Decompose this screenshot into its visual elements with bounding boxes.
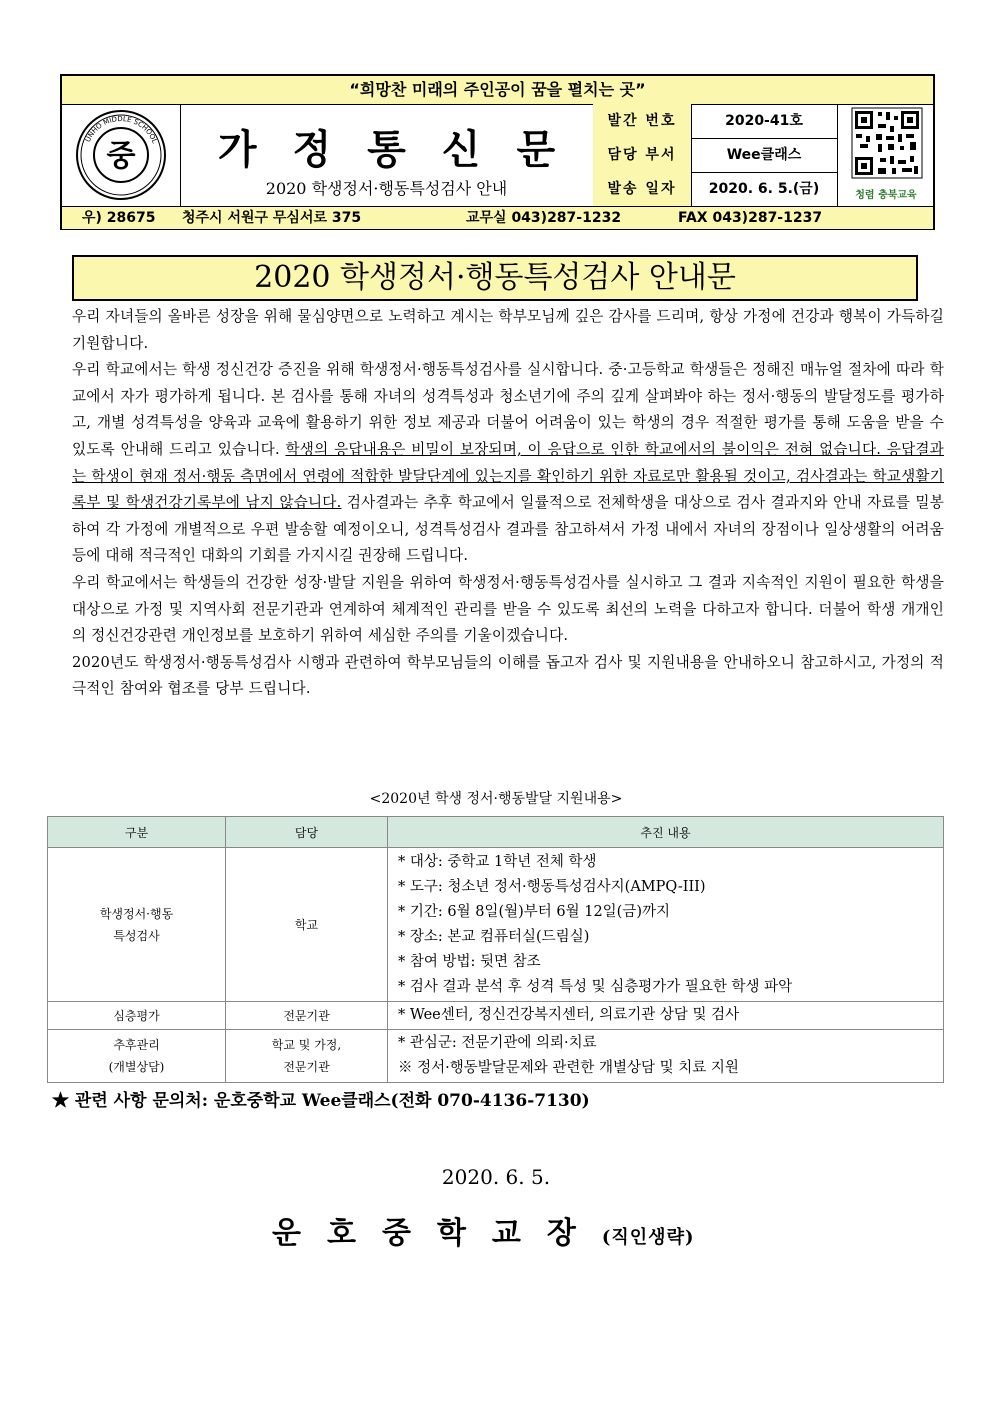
header-content: 추진 내용 xyxy=(388,817,944,848)
principal-title: 운호중학교장 xyxy=(272,1216,602,1251)
issue-meta xyxy=(593,104,837,206)
meta-key-date: 발송 일자 xyxy=(593,172,692,206)
letter-body xyxy=(72,304,944,703)
meta-value-dept: Wee클래스 xyxy=(726,147,802,163)
header-category: 구분 xyxy=(48,817,226,848)
row-item: ※ 정서·행동발달문제와 관련한 개별상담 및 치료 지원 xyxy=(398,1060,739,1076)
paragraph-greeting: 우리 자녀들의 올바른 성장을 위해 물심양면으로 노력하고 계시는 학부모님께 깊은 감사를 드리며, 항상 가정에 건강과 행복이 가득하길 기원합니다. xyxy=(72,308,944,352)
paragraph-purpose: 우리 학교에서는 학생 정신건강 증진을 위해 학생정서·행동특성검사를 실시합니다. 중·고등학교 학생들은 정해진 매뉴얼 절차에 따라 학교에서 자가 평가하게 됩니다. 본 검사를 통해 자녀의 성격특성과 청소년기에 주의 깊게 살펴봐야 하는 정서·행동의 발달정도를 평가하고, 개별 성격특성을 양육과 교육에 활용하기 위한 정보 제공과 더불어 어려움이 있는 학생의 경우 적절한 평가를 통해 도움을 받을 수 있도록 안내해 드리고 있습니다. 학생의 응답내용은 비밀이 보장되며, 이 응답으로 인한 학교에서의 불이익은 전혀 없습니다. 응답결과는 학생이 현재 정서·행동 측면에서 연령에 적합한 발달단계에 있는지를 확인하기 위한 자료로만 활용될 것이고, 검사결과는 학교생활기록부 및 학생건강기록부에 남지 않습니다. 검사결과는 추후 학교에서 일률적으로 전체학생을 대상으로 검사 결과지와 안내 자료를 밀봉하여 각 가정에 개별적으로 우편 발송할 예정이오니, 성격특성검사 결과를 참고하셔서 가정 내에서 자녀의 장점이나 일상생활의 어려움 등에 대해 적극적인 대화의 기회를 가지시길 권장해 드립니다. xyxy=(72,361,944,565)
address: 청주시 서원구 무심서로 375 xyxy=(182,210,362,226)
row-items xyxy=(388,1002,944,1030)
meta-key-issue: 발간 번호 xyxy=(593,104,692,138)
header-owner: 담당 xyxy=(226,817,388,848)
row-owner: 전문기관 xyxy=(226,1002,388,1030)
row-item: * 도구: 청소년 정서·행동특성검사지(AMPQ-III) xyxy=(398,878,706,895)
row-items xyxy=(388,848,944,1002)
row-item: * 검사 결과 분석 후 성격 특성 및 심층평가가 필요한 학생 파악 xyxy=(398,978,793,995)
newsletter-header xyxy=(60,74,935,230)
contact-bar xyxy=(62,206,933,229)
row-item: * Wee센터, 정신건강복지센터, 의료기관 상담 및 검사 xyxy=(398,1007,740,1023)
row-item: * 대상: 중학교 1학년 전체 학생 xyxy=(398,853,597,870)
office-phone: 교무실 043)287-1232 xyxy=(466,210,622,226)
issue-date: 2020. 6. 5. xyxy=(441,1165,551,1189)
newsletter-subtitle: 2020 학생정서·행동특성검사 안내 xyxy=(265,179,508,198)
fax-number: FAX 043)287-1237 xyxy=(678,210,823,226)
inquiry-contact: ★ 관련 사항 문의처: 운호중학교 Wee클래스(전화 070-4136-7130) xyxy=(52,1091,590,1111)
table-row xyxy=(48,848,944,1002)
table-caption: <2020년 학생 정서·행동발달 지원내용> xyxy=(369,791,623,807)
document-title: 2020 학생정서·행동특성검사 안내문 xyxy=(72,255,918,301)
privacy-notice: 학생의 응답내용은 비밀이 보장되며, 이 응답으로 인한 학교에서의 불이익은 전혀 없습니다. 응답결과는 학생이 현재 정서·행동 측면에서 연령에 적합한 발달단계에 있는지를 확인하기 위한 자료로만 활용될 것이고, 검사결과는 학교생활기록부 및 학생건강기록부에 남지 않습니다. xyxy=(72,440,944,512)
row-category: 추후관리 (개별상담) xyxy=(48,1030,226,1083)
row-items xyxy=(388,1030,944,1083)
meta-value-date: 2020. 6. 5.(금) xyxy=(708,181,820,197)
row-item: * 관심군: 전문기관에 의뢰·치료 xyxy=(398,1035,597,1051)
support-plan-table xyxy=(47,816,944,1083)
meta-key-dept: 담당 부서 xyxy=(593,138,692,172)
row-category: 학생정서·행동 특성검사 xyxy=(48,848,226,1002)
school-logo xyxy=(62,104,181,206)
row-owner: 학교 및 가정, 전문기관 xyxy=(226,1030,388,1083)
table-row xyxy=(48,1002,944,1030)
row-item: * 장소: 본교 컴퓨터실(드림실) xyxy=(398,928,590,945)
qr-code xyxy=(837,104,934,206)
logo-char: 중 xyxy=(106,139,136,174)
row-item: * 기간: 6월 8일(월)부터 6월 12일(금)까지 xyxy=(398,903,671,920)
row-category: 심층평가 xyxy=(48,1002,226,1030)
principal-signature xyxy=(272,1208,694,1252)
row-owner: 학교 xyxy=(226,848,388,1002)
school-slogan: “희망찬 미래의 주인공이 꿈을 펼치는 곳” xyxy=(62,76,933,105)
seal-note: (직인생략) xyxy=(601,1227,695,1248)
postal-code: 우) 28675 xyxy=(82,210,156,226)
logo-ring-text: UNHO MIDDLE SCHOOL xyxy=(83,114,159,145)
paragraph-support: 우리 학교에서는 학생들의 건강한 성장·발달 지원을 위하여 학생정서·행동특성검사를 실시하고 그 결과 지속적인 지원이 필요한 학생을 대상으로 가정 및 지역사회 전문기관과 연계하여 체계적인 관리를 받을 수 있도록 최선의 노력을 다하고자 합니다. 더불어 학생 개개인의 정신건강관련 개인정보를 보호하기 위하여 세심한 주의를 기울이겠습니다. xyxy=(72,573,944,645)
qr-caption: 청렴 충북교육 xyxy=(855,190,917,201)
row-item: * 참여 방법: 뒷면 참조 xyxy=(398,953,541,970)
newsletter-title: 가정통신문 xyxy=(217,126,592,173)
table-row xyxy=(48,1030,944,1083)
paragraph-request: 2020년도 학생정서·행동특성검사 시행과 관련하여 학부모님들의 이해를 돕고자 검사 및 지원내용을 안내하오니 참고하시고, 가정의 적극적인 참여와 협조를 당부 드립니다. xyxy=(72,653,944,698)
meta-value-issue: 2020-41호 xyxy=(725,113,803,129)
